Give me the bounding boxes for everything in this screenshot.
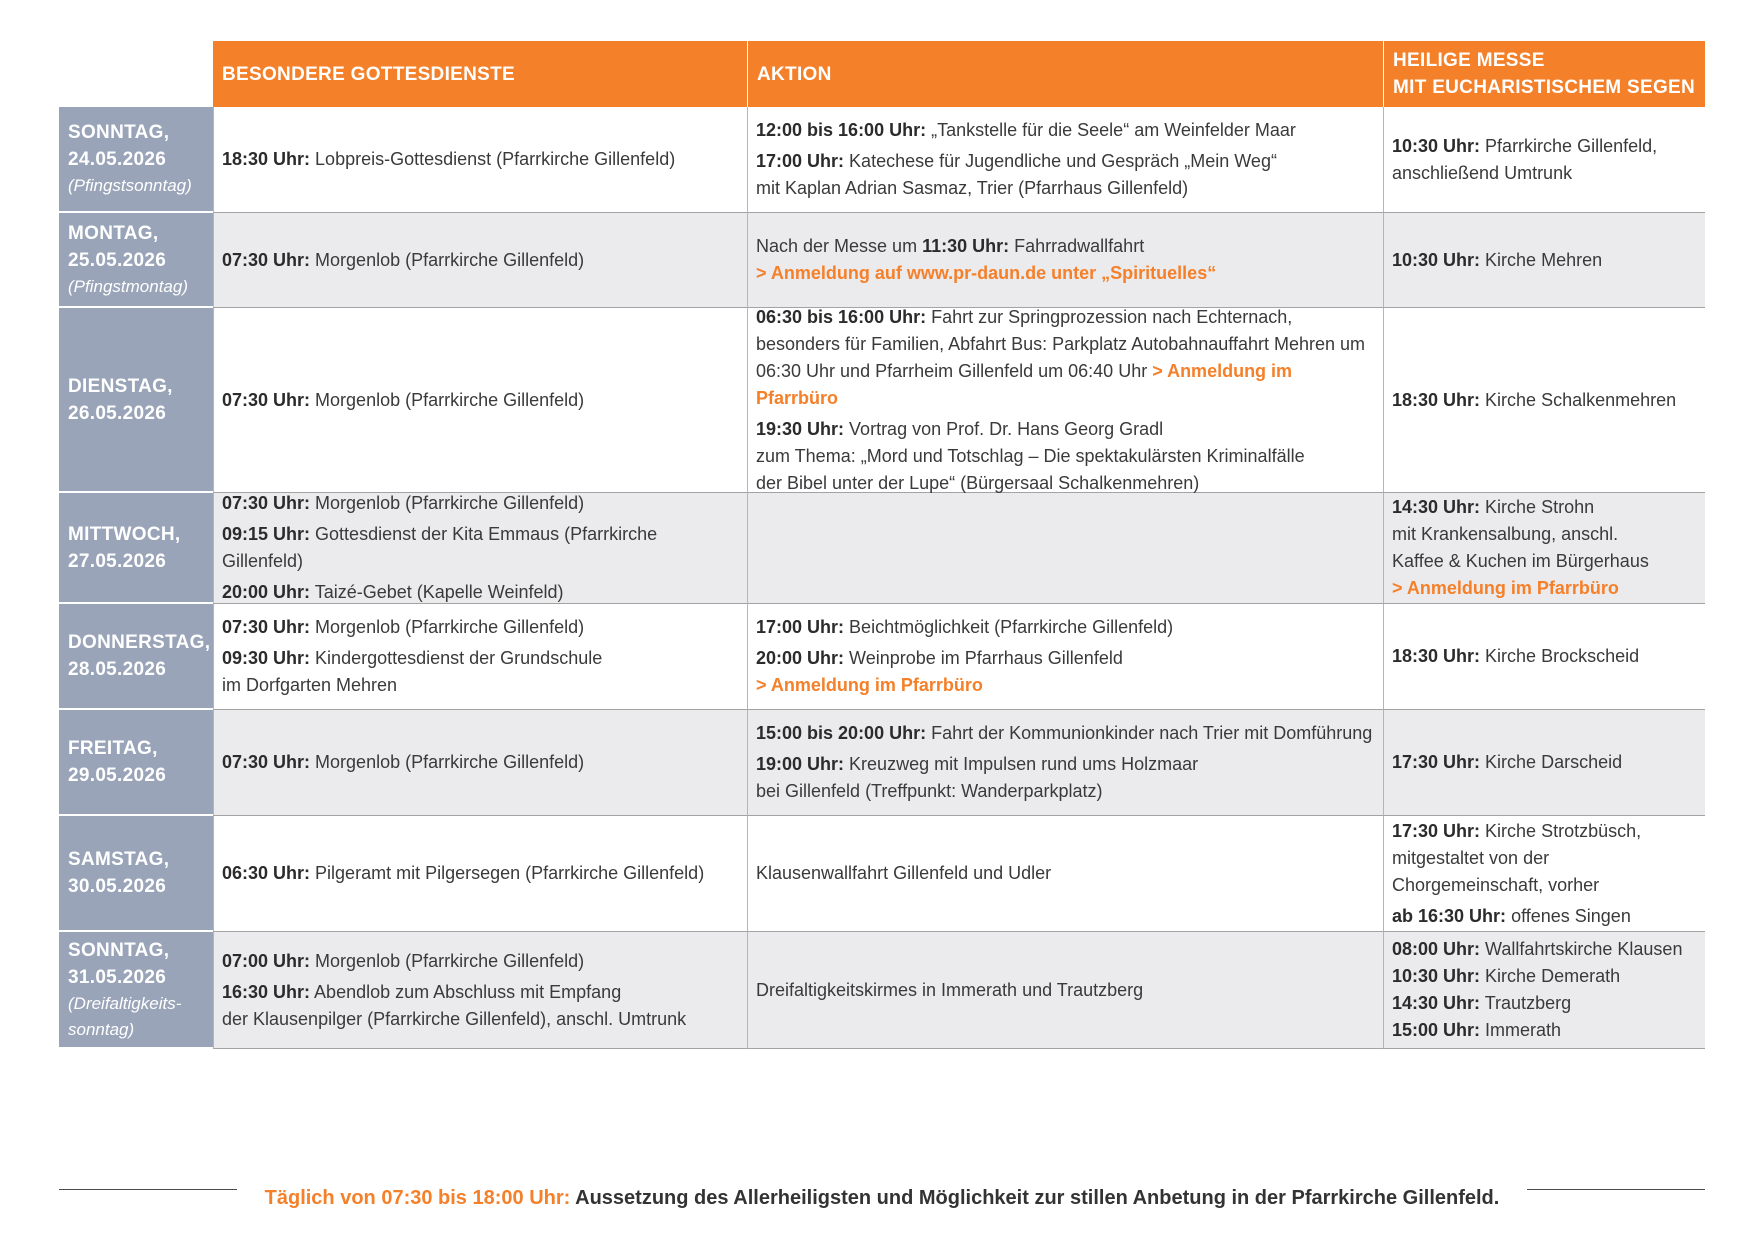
entry-time: 20:00 Uhr: bbox=[756, 648, 845, 668]
day-date: 26.05.2026 bbox=[68, 402, 167, 424]
cell-besondere-gottesdienste bbox=[213, 604, 747, 710]
cell-besondere-gottesdienste bbox=[213, 213, 747, 308]
entry-text: Vortrag von Prof. Dr. Hans Georg Gradl bbox=[849, 418, 1164, 439]
entry-time: 16:30 Uhr: bbox=[222, 981, 311, 1002]
day-date: 24.05.2026 bbox=[68, 149, 167, 170]
entry bbox=[1392, 1017, 1697, 1044]
day-name: SONNTAG, bbox=[68, 939, 170, 961]
entry-time: 07:00 Uhr: bbox=[222, 950, 311, 971]
entry-text: Pfarrkirche Gillenfeld, bbox=[1485, 135, 1658, 156]
entry-text: im Dorfgarten Mehren bbox=[222, 675, 398, 695]
entry-time: 11:30 Uhr: bbox=[922, 236, 1010, 256]
entry bbox=[1392, 818, 1697, 899]
entry-text: Trautzberg bbox=[1484, 993, 1572, 1013]
footer-rule-right bbox=[1527, 1189, 1705, 1190]
day-note: (Pfingstsonntag) bbox=[68, 176, 192, 195]
entry-text: der Klausenpilger (Pfarrkirche Gillenfeld), anschl. Umtrunk bbox=[222, 1008, 687, 1029]
footer-rule-left bbox=[59, 1189, 237, 1190]
cell-besondere-gottesdienste bbox=[213, 816, 747, 932]
entry-text: Fahrt der Kommunionkinder nach Trier mit Domführung bbox=[931, 723, 1373, 743]
header-aktion bbox=[747, 41, 1383, 107]
entry-time: 07:30 Uhr: bbox=[222, 752, 311, 772]
entry bbox=[222, 146, 739, 173]
entry-text: mitgestaltet von der bbox=[1392, 847, 1550, 868]
schedule-table bbox=[59, 41, 1705, 1049]
entry-text: Kirche Demerath bbox=[1485, 966, 1621, 986]
entry-text: Morgenlob (Pfarrkirche Gillenfeld) bbox=[315, 493, 585, 513]
cell-besondere-gottesdienste bbox=[213, 107, 747, 213]
cell-besondere-gottesdienste bbox=[213, 710, 747, 816]
entry bbox=[222, 247, 739, 274]
registration-link[interactable]: > Anmeldung auf www.pr-daun.de unter „Spirituelles“ bbox=[756, 263, 1217, 283]
entry-text: Beichtmöglichkeit (Pfarrkirche Gillenfeld) bbox=[849, 617, 1174, 637]
entry-text: Fahrradwallfahrt bbox=[1014, 236, 1145, 256]
entry bbox=[1392, 936, 1697, 963]
cell-aktion bbox=[747, 932, 1383, 1049]
entry bbox=[1392, 643, 1697, 670]
entry-text: Morgenlob (Pfarrkirche Gillenfeld) bbox=[315, 249, 585, 270]
entry-time: 07:30 Uhr: bbox=[222, 493, 311, 513]
entry-text: Morgenlob (Pfarrkirche Gillenfeld) bbox=[315, 389, 585, 410]
day-date: 28.05.2026 bbox=[68, 659, 167, 680]
entry-text: Abendlob zum Abschluss mit Empfang bbox=[314, 981, 622, 1002]
entry bbox=[756, 614, 1375, 641]
entry-text: bei Gillenfeld (Treffpunkt: Wanderparkplatz) bbox=[756, 781, 1103, 801]
cell-aktion bbox=[747, 107, 1383, 213]
entry-time: 14:30 Uhr: bbox=[1392, 993, 1481, 1013]
entry bbox=[222, 860, 739, 887]
entry-time: 15:00 bis 20:00 Uhr: bbox=[756, 723, 927, 743]
entry bbox=[1392, 749, 1697, 776]
entry-time: 10:30 Uhr: bbox=[1392, 966, 1481, 986]
entry bbox=[1392, 387, 1697, 414]
entry-text: zum Thema: „Mord und Totschlag – Die spektakulärsten Kriminalfälle bbox=[756, 445, 1305, 466]
entry-time: 17:00 Uhr: bbox=[756, 151, 845, 171]
entry-text: Kreuzweg mit Impulsen rund ums Holzmaar bbox=[849, 754, 1199, 774]
entry-text: Klausenwallfahrt Gillenfeld und Udler bbox=[756, 863, 1052, 883]
entry bbox=[756, 860, 1375, 887]
footer-description: Aussetzung des Allerheiligsten und Möglichkeit zur stillen Anbetung in der Pfarrkirche Gillenfeld. bbox=[575, 1187, 1500, 1209]
entry-time: 06:30 bis 16:00 Uhr: bbox=[756, 306, 927, 327]
entry bbox=[756, 645, 1375, 699]
entry bbox=[1392, 963, 1697, 990]
entry bbox=[756, 751, 1375, 805]
entry bbox=[222, 979, 739, 1033]
day-date: 25.05.2026 bbox=[68, 249, 167, 271]
entry-text: anschließend Umtrunk bbox=[1392, 162, 1573, 183]
header-besondere-gottesdienste bbox=[213, 41, 747, 107]
cell-heilige-messe bbox=[1383, 710, 1705, 816]
entry-text: Chorgemeinschaft, vorher bbox=[1392, 874, 1600, 895]
footer-text bbox=[237, 1183, 1527, 1213]
day-name: DONNERSTAG, bbox=[68, 632, 211, 653]
day-note: sonntag) bbox=[68, 1019, 135, 1039]
cell-aktion bbox=[747, 493, 1383, 604]
header-label: MIT EUCHARISTISCHEM SEGEN bbox=[1393, 77, 1696, 98]
entry-time: 19:30 Uhr: bbox=[756, 418, 845, 439]
entry bbox=[222, 645, 739, 699]
entry-text: Morgenlob (Pfarrkirche Gillenfeld) bbox=[315, 617, 585, 637]
entry bbox=[756, 233, 1375, 287]
entry-text: „Tankstelle für die Seele“ am Weinfelder Maar bbox=[931, 120, 1296, 140]
day-name: DIENSTAG, bbox=[68, 375, 173, 397]
entry-text: offenes Singen bbox=[1511, 905, 1631, 926]
day-label bbox=[59, 604, 213, 710]
cell-besondere-gottesdienste bbox=[213, 308, 747, 493]
entry-text: Kirche Schalkenmehren bbox=[1485, 389, 1677, 410]
entry bbox=[1392, 903, 1697, 930]
entry-text: mit Kaplan Adrian Sasmaz, Trier (Pfarrhaus Gillenfeld) bbox=[756, 178, 1189, 198]
entry-time: 09:15 Uhr: bbox=[222, 524, 311, 544]
day-label bbox=[59, 816, 213, 932]
entry-time: 18:30 Uhr: bbox=[1392, 646, 1481, 666]
registration-link[interactable]: > Anmeldung im Pfarrbüro bbox=[756, 360, 1293, 408]
day-date: 31.05.2026 bbox=[68, 966, 167, 988]
entry-text: Morgenlob (Pfarrkirche Gillenfeld) bbox=[315, 752, 585, 772]
header-corner bbox=[59, 41, 213, 107]
entry-time: 15:00 Uhr: bbox=[1392, 1020, 1481, 1040]
header-label: AKTION bbox=[757, 63, 832, 85]
entry-time: 18:30 Uhr: bbox=[222, 149, 311, 169]
entry bbox=[1392, 133, 1697, 187]
cell-aktion bbox=[747, 213, 1383, 308]
registration-link[interactable]: > Anmeldung im Pfarrbüro bbox=[1392, 578, 1619, 598]
entry-text: besonders für Familien, Abfahrt Bus: Parkplatz Autobahnauffahrt Mehren um bbox=[756, 333, 1366, 354]
entry-text: Kirche Brockscheid bbox=[1485, 646, 1640, 666]
cell-aktion bbox=[747, 604, 1383, 710]
entry bbox=[222, 521, 739, 575]
day-label bbox=[59, 710, 213, 816]
entry-time: 20:00 Uhr: bbox=[222, 582, 311, 602]
entry-text: Taizé-Gebet (Kapelle Weinfeld) bbox=[314, 582, 564, 602]
cell-aktion bbox=[747, 816, 1383, 932]
entry-text: Immerath bbox=[1485, 1020, 1562, 1040]
header-heilige-messe bbox=[1383, 41, 1705, 107]
day-label bbox=[59, 932, 213, 1049]
cell-heilige-messe bbox=[1383, 604, 1705, 710]
entry bbox=[222, 490, 739, 517]
entry-time: 12:00 bis 16:00 Uhr: bbox=[756, 120, 927, 140]
day-note: (Dreifaltigkeits- bbox=[68, 993, 182, 1013]
header-label: BESONDERE GOTTESDIENSTE bbox=[222, 63, 515, 85]
header-label: HEILIGE MESSE bbox=[1393, 50, 1545, 71]
entry bbox=[756, 720, 1375, 747]
day-label bbox=[59, 308, 213, 493]
day-date: 27.05.2026 bbox=[68, 550, 167, 572]
entry-time: 10:30 Uhr: bbox=[1392, 249, 1481, 270]
entry bbox=[756, 148, 1375, 202]
entry-text: Kaffee & Kuchen im Bürgerhaus bbox=[1392, 551, 1649, 571]
entry-text: Kirche Darscheid bbox=[1485, 752, 1623, 772]
day-name: MITTWOCH, bbox=[68, 523, 181, 545]
entry bbox=[1392, 990, 1697, 1017]
entry-time: 14:30 Uhr: bbox=[1392, 497, 1481, 517]
entry bbox=[756, 416, 1375, 497]
entry-text: Pilgeramt mit Pilgersegen (Pfarrkirche Gillenfeld) bbox=[315, 863, 705, 883]
entry-text: Katechese für Jugendliche und Gespräch „Mein Weg“ bbox=[849, 151, 1277, 171]
day-name: SONNTAG, bbox=[68, 122, 170, 143]
entry-time: 17:00 Uhr: bbox=[756, 617, 845, 637]
entry-text: Fahrt zur Springprozession nach Echternach, bbox=[931, 306, 1293, 327]
entry-text: der Bibel unter der Lupe“ (Bürgersaal Schalkenmehren) bbox=[756, 472, 1200, 493]
day-date: 29.05.2026 bbox=[68, 765, 167, 786]
footer-highlight: Täglich von 07:30 bis 18:00 Uhr: bbox=[264, 1187, 571, 1209]
entry bbox=[756, 117, 1375, 144]
entry-time: 19:00 Uhr: bbox=[756, 754, 845, 774]
entry bbox=[222, 749, 739, 776]
entry-text: Kirche Strotzbüsch, bbox=[1485, 820, 1642, 841]
entry bbox=[222, 614, 739, 641]
entry-time: ab 16:30 Uhr: bbox=[1392, 905, 1507, 926]
entry-time: 07:30 Uhr: bbox=[222, 249, 311, 270]
cell-heilige-messe bbox=[1383, 107, 1705, 213]
entry bbox=[222, 948, 739, 975]
entry-time: 08:00 Uhr: bbox=[1392, 939, 1481, 959]
cell-heilige-messe bbox=[1383, 493, 1705, 604]
entry-text: Wallfahrtskirche Klausen bbox=[1485, 939, 1683, 959]
entry-time: 17:30 Uhr: bbox=[1392, 820, 1481, 841]
day-name: FREITAG, bbox=[68, 738, 158, 759]
entry-time: 17:30 Uhr: bbox=[1392, 752, 1481, 772]
cell-besondere-gottesdienste bbox=[213, 493, 747, 604]
day-label bbox=[59, 107, 213, 213]
entry-time: 18:30 Uhr: bbox=[1392, 389, 1481, 410]
entry-text: Kirche Mehren bbox=[1485, 249, 1603, 270]
cell-aktion bbox=[747, 710, 1383, 816]
day-date: 30.05.2026 bbox=[68, 876, 167, 897]
day-note: (Pfingstmontag) bbox=[68, 276, 188, 296]
entry bbox=[1392, 247, 1697, 274]
cell-heilige-messe bbox=[1383, 308, 1705, 493]
entry bbox=[222, 579, 739, 606]
entry-time: 10:30 Uhr: bbox=[1392, 135, 1481, 156]
entry-text: Lobpreis-Gottesdienst (Pfarrkirche Gillenfeld) bbox=[315, 149, 676, 169]
registration-link[interactable]: > Anmeldung im Pfarrbüro bbox=[756, 675, 983, 695]
entry-text: mit Krankensalbung, anschl. bbox=[1392, 524, 1619, 544]
cell-besondere-gottesdienste bbox=[213, 932, 747, 1049]
entry-text: Morgenlob (Pfarrkirche Gillenfeld) bbox=[315, 950, 585, 971]
day-name: SAMSTAG, bbox=[68, 849, 170, 870]
entry bbox=[222, 387, 739, 414]
entry bbox=[1392, 494, 1697, 602]
day-label bbox=[59, 213, 213, 308]
entry-time: 07:30 Uhr: bbox=[222, 389, 311, 410]
cell-aktion bbox=[747, 308, 1383, 493]
entry-text: Gottesdienst der Kita Emmaus (Pfarrkirche Gillenfeld) bbox=[222, 524, 658, 571]
entry-time: 06:30 Uhr: bbox=[222, 863, 311, 883]
entry-text: Kindergottesdienst der Grundschule bbox=[315, 648, 603, 668]
entry-time: 07:30 Uhr: bbox=[222, 617, 311, 637]
entry-prefix: Nach der Messe um bbox=[756, 236, 918, 256]
entry-text: Dreifaltigkeitskirmes in Immerath und Trautzberg bbox=[756, 979, 1144, 1000]
entry-text: Kirche Strohn bbox=[1485, 497, 1595, 517]
entry-text: 06:30 Uhr und Pfarrheim Gillenfeld um 06:40 Uhr bbox=[756, 360, 1148, 381]
cell-heilige-messe bbox=[1383, 213, 1705, 308]
day-label bbox=[59, 493, 213, 604]
day-name: MONTAG, bbox=[68, 222, 159, 244]
cell-heilige-messe bbox=[1383, 816, 1705, 932]
entry-time: 09:30 Uhr: bbox=[222, 648, 311, 668]
footer-note bbox=[59, 1183, 1705, 1213]
entry-text: Weinprobe im Pfarrhaus Gillenfeld bbox=[849, 648, 1123, 668]
cell-heilige-messe bbox=[1383, 932, 1705, 1049]
entry bbox=[756, 977, 1375, 1004]
entry bbox=[756, 304, 1375, 412]
